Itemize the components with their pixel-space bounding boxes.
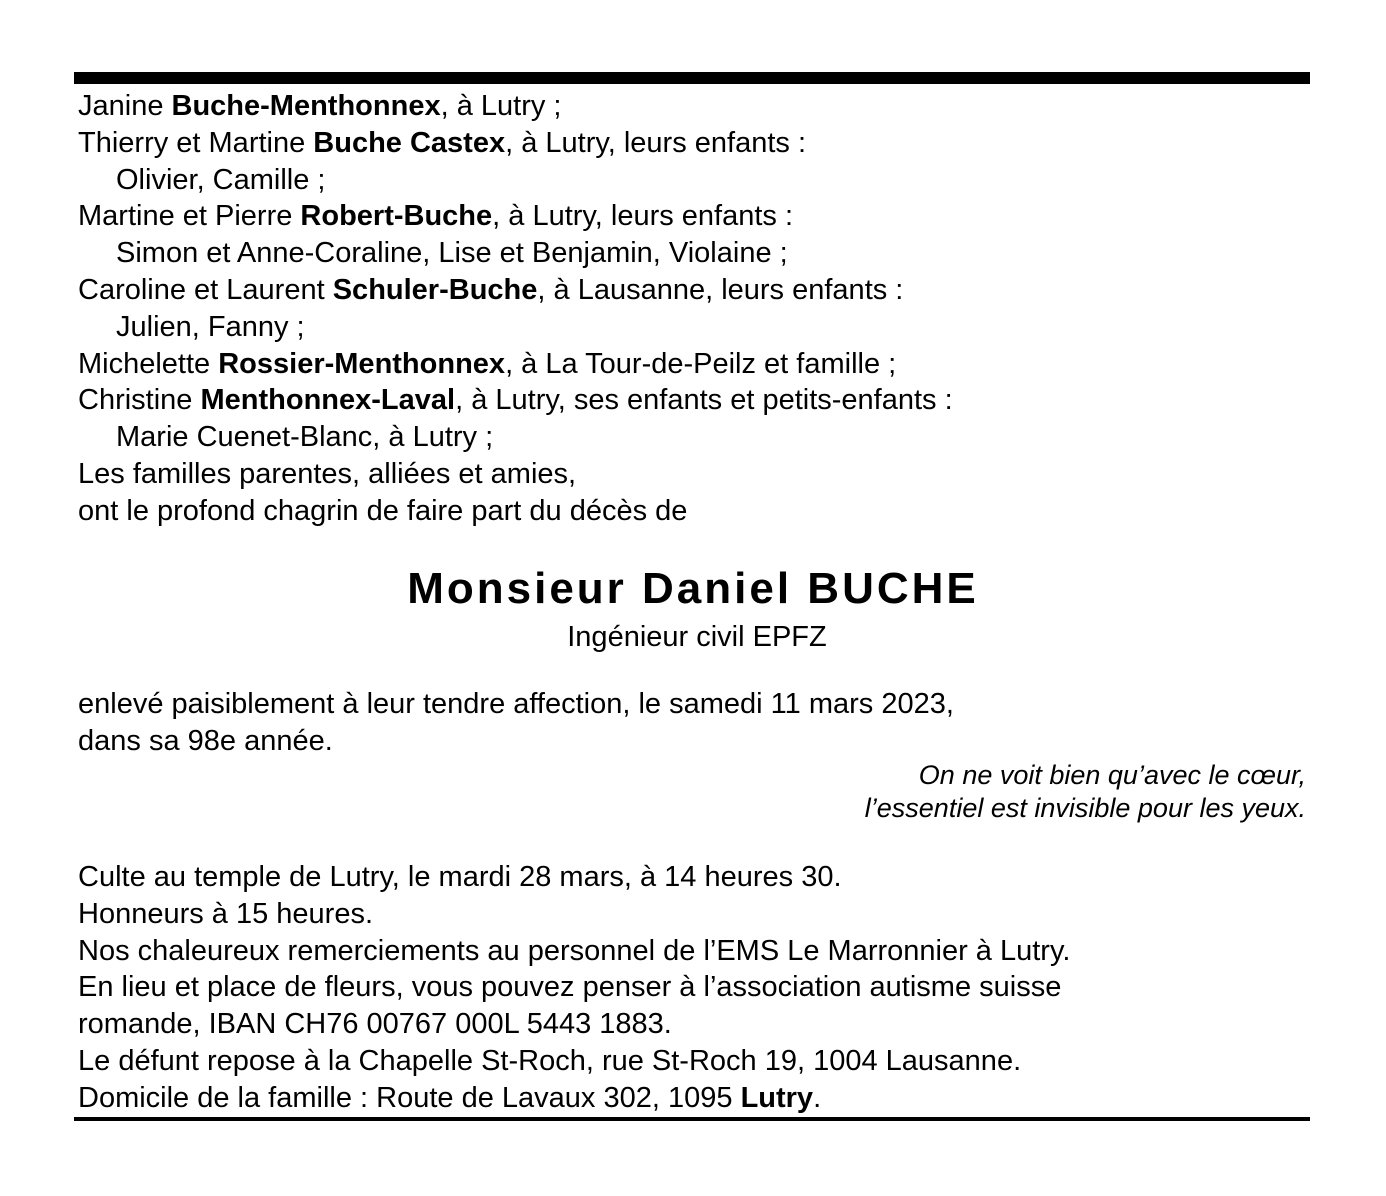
domicile-period: . (813, 1081, 822, 1114)
announcement-line: dans sa 98e année. (78, 724, 333, 757)
family-closing-line: ont le profond chagrin de faire part du décès de (78, 494, 688, 527)
deceased-title: Ingénieur civil EPFZ (567, 621, 827, 653)
details-line: romande, IBAN CH76 00767 000L 5443 1883. (78, 1008, 672, 1041)
details-line: En lieu et place de fleurs, vous pouvez penser à l’association autisme suisse (78, 971, 1062, 1004)
family-line (78, 198, 1306, 235)
family-line (78, 346, 1306, 383)
family-children-line: Olivier, Camille ; (116, 163, 326, 196)
domicile-line (78, 1080, 1306, 1117)
details-line: Le défunt repose à la Chapelle St-Roch, rue St-Roch 19, 1004 Lausanne. (78, 1044, 1022, 1077)
family-children-line: Simon et Anne-Coraline, Lise et Benjamin, Violaine ; (116, 237, 788, 270)
family-location: , à Lutry, leurs enfants : (505, 126, 806, 159)
details-line: Honneurs à 15 heures. (78, 897, 374, 930)
family-location: , à La Tour-de-Peilz et famille ; (505, 347, 897, 380)
family-location: , à Lutry, leurs enfants : (492, 200, 794, 233)
family-line (78, 125, 1306, 162)
family-given-names: Caroline et Laurent (78, 273, 333, 306)
bottom-rule (74, 1117, 1310, 1121)
family-given-names: Janine (78, 90, 172, 122)
family-surname: Buche-Menthonnex (171, 90, 441, 122)
ceremony-details (78, 859, 1306, 1117)
quote-line: l’essentiel est invisible pour les yeux. (864, 793, 1306, 823)
family-given-names: Michelette (78, 347, 219, 380)
domicile-address: Domicile de la famille : Route de Lavaux 302, 1095 (78, 1081, 741, 1114)
family-given-names: Christine (78, 384, 201, 417)
family-list (78, 88, 1306, 530)
family-surname: Schuler-Buche (332, 273, 538, 306)
announcement-line: enlevé paisiblement à leur tendre affection, le samedi 11 mars 2023, (78, 688, 954, 720)
family-line (78, 272, 1306, 309)
family-location: , à Lutry ; (440, 90, 562, 122)
details-line: Nos chaleureux remerciements au personnel de l’EMS Le Marronnier à Lutry. (78, 934, 1071, 967)
family-location: , à Lutry, ses enfants et petits-enfants : (455, 384, 953, 417)
details-line: Culte au temple de Lutry, le mardi 28 mars, à 14 heures 30. (78, 861, 842, 893)
family-children-line: Marie Cuenet-Blanc, à Lutry ; (116, 421, 494, 454)
family-surname: Robert-Buche (300, 200, 493, 233)
domicile-town: Lutry (740, 1081, 814, 1114)
family-line (78, 382, 1306, 419)
deceased-name: Monsieur Daniel BUCHE (407, 564, 979, 613)
quote-line: On ne voit bien qu’avec le cœur, (918, 760, 1306, 790)
family-line (78, 88, 1306, 125)
family-surname: Menthonnex-Laval (200, 384, 456, 417)
family-surname: Buche Castex (313, 126, 506, 159)
family-location: , à Lausanne, leurs enfants : (537, 273, 904, 306)
family-surname: Rossier-Menthonnex (218, 347, 506, 380)
quote (606, 759, 1306, 825)
family-given-names: Thierry et Martine (78, 126, 314, 159)
family-children-line: Julien, Fanny ; (116, 310, 305, 343)
top-rule (74, 72, 1310, 84)
family-closing-line: Les familles parentes, alliées et amies, (78, 457, 577, 490)
family-given-names: Martine et Pierre (78, 200, 301, 233)
announcement (78, 686, 1306, 760)
